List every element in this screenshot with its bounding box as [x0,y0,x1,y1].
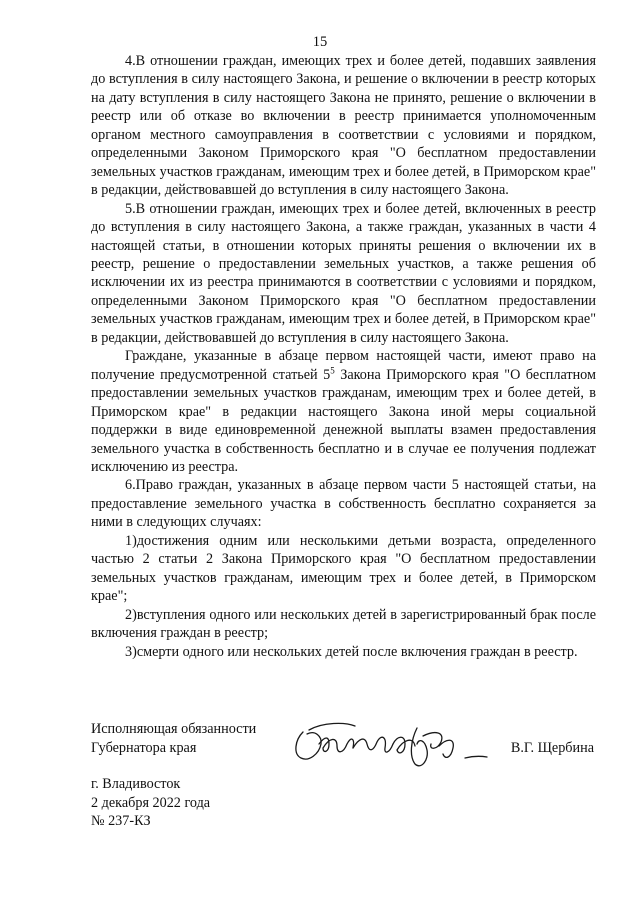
place-date-block [91,775,210,831]
paragraph-part-5-second-end: Закона Приморского края "О бесплатном предоставлении земельных участков гражданам, имеющим трех и более детей, в Приморском крае" в редакции настоящего Закона иной меры социальной поддержки в виде единовременной денежной выплаты взамен предоставления земельного участка в собственность бесплатно и в случае ее получения подлежат исключению из реестра. [91,366,596,475]
paragraph-part-6: 6.Право граждан, указанных в абзаце первом части 5 настоящей статьи, на предоставление земельного участка в собственность бесплатно сохраняется за ними в следующих случаях: [91,477,596,531]
paragraph-part-5-second [91,347,596,476]
signer-title [91,720,256,757]
article-superscript: 5 [330,364,335,375]
handwritten-signature [289,714,499,776]
page-number: 15 [312,34,328,50]
list-item-6-3: 3)смерти одного или нескольких детей после включения граждан в реестр. [125,643,578,660]
signing-date: 2 декабря 2022 года [91,794,211,811]
paragraph-part-4: 4.В отношении граждан, имеющих трех и более детей, подавших заявления до вступления в силу настоящего Закона, и решение о включении в реестр которых на дату вступления в силу настоящего Закона не принято, решение о включении в реестр или об отказе во включении в реестр принимается уполномоченным органом местного самоуправления в соответствии с условиями и порядком, определенными Законом Приморского края "О бесплатном предоставлении земельных участков гражданам, имеющим трех и более детей, в Приморском крае" в редакции, действовавшей до вступления в силу настоящего Закона. [91,53,596,199]
law-body-text [91,52,596,661]
paragraph-part-5: 5.В отношении граждан, имеющих трех и более детей, включенных в реестр до вступления в силу настоящего Закона, а также граждан, указанных в части 4 настоящей статьи, в отношении которых приняты решения о включении их в реестр, решение о предоставлении земельных участков, а также решения об исключении их из реестра принимаются в соответствии с условиями и порядком, определенными Законом Приморского края "О бесплатном предоставлении земельных участков гражданам, имеющим трех и более детей, в Приморском крае" в редакции, действовавшей до вступления в силу настоящего Закона. [91,200,596,346]
law-number: № 237-КЗ [91,813,151,829]
paragraph-part-5-second-start: Граждане, указанные в абзаце первом настоящей части, имеют право на получение предусмотренной статьей 5 [91,348,596,383]
signing-city: г. Владивосток [91,776,181,792]
list-item-6-1: 1)достижения одним или несколькими детьми возраста, определенного частью 2 статьи 2 Закона Приморского края "О бесплатном предоставлении земельных участков гражданам, имеющим трех и более детей, в Приморском крае"; [91,532,596,605]
list-item-6-2: 2)вступления одного или нескольких детей в зарегистрированный брак после включения граждан в реестр; [91,606,596,642]
signature-block [91,720,596,780]
signer-title-line-1: Исполняющая обязанности [91,721,257,737]
signer-name: В.Г. Щербина [510,740,594,756]
signer-title-line-2: Губернатора края [91,739,197,756]
